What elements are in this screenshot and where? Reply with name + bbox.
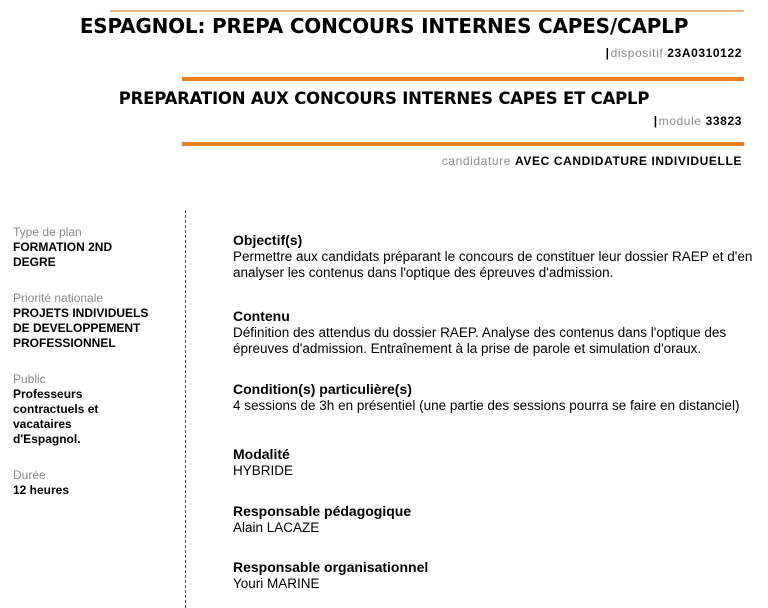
top-rule bbox=[110, 10, 744, 12]
sidebar-item-public bbox=[13, 372, 173, 447]
section-text: Alain LACAZE bbox=[233, 520, 320, 535]
sidebar-item-priorite bbox=[13, 291, 173, 351]
section-text: Youri MARINE bbox=[233, 576, 320, 591]
section-title: Responsable pédagogique bbox=[233, 503, 412, 519]
dispositif-label: dispositif bbox=[610, 46, 664, 60]
section-responsable-organisationnel bbox=[233, 559, 753, 592]
column-divider bbox=[185, 210, 186, 608]
module-label: module bbox=[658, 114, 702, 128]
sidebar-label: Durée bbox=[13, 468, 46, 482]
sidebar-value: FORMATION 2ND DEGRE bbox=[13, 240, 113, 269]
module-line bbox=[654, 114, 742, 128]
section-modalite bbox=[233, 446, 753, 479]
section-title: Condition(s) particulière(s) bbox=[233, 381, 412, 397]
section-text: Permettre aux candidats préparant le concours de constituer leur dossier RAEP et d'en analyser les contenus dans l'optique des épreuves d'admission. bbox=[233, 249, 753, 280]
module-value: 33823 bbox=[705, 114, 742, 128]
sidebar-label: Public bbox=[13, 372, 46, 386]
page-title: ESPAGNOL: PREPA CONCOURS INTERNES CAPES/CAPLP bbox=[79, 14, 689, 38]
section-responsable-pedagogique bbox=[233, 503, 753, 536]
sidebar-item-type-de-plan bbox=[13, 225, 173, 270]
candidature-line bbox=[442, 154, 742, 168]
dispositif-value: 23A0310122 bbox=[667, 46, 742, 60]
sidebar-value: PROJETS INDIVIDUELS DE DEVELOPPEMENT PROFESSIONNEL bbox=[13, 306, 149, 350]
section-text: HYBRIDE bbox=[233, 463, 294, 478]
section-title: Responsable organisationnel bbox=[233, 559, 429, 575]
candidature-value: AVEC CANDIDATURE INDIVIDUELLE bbox=[515, 154, 742, 168]
section-conditions bbox=[233, 381, 753, 414]
candidature-label: candidature bbox=[441, 154, 512, 168]
section-contenu bbox=[233, 308, 753, 357]
orange-rule-2 bbox=[182, 142, 744, 146]
module-title: PREPARATION AUX CONCOURS INTERNES CAPES ET CAPLP bbox=[118, 89, 650, 108]
section-text: Définition des attendus du dossier RAEP. Analyse des contenus dans l'optique des épreuves d'admission. Entraînement à la prise de parole et simulation d'oraux. bbox=[233, 325, 727, 356]
section-title: Contenu bbox=[233, 308, 290, 324]
sidebar bbox=[13, 225, 173, 498]
sidebar-label: Type de plan bbox=[13, 225, 82, 239]
section-objectifs bbox=[233, 232, 753, 281]
pipe-separator: | bbox=[605, 46, 610, 60]
section-title: Modalité bbox=[233, 446, 290, 462]
sidebar-value: 12 heures bbox=[13, 483, 70, 497]
sidebar-item-duree bbox=[13, 468, 173, 498]
dispositif-line bbox=[606, 46, 742, 60]
section-title: Objectif(s) bbox=[233, 232, 303, 248]
pipe-separator: | bbox=[653, 114, 658, 128]
sidebar-label: Priorité nationale bbox=[13, 291, 104, 305]
section-text: 4 sessions de 3h en présentiel (une partie des sessions pourra se faire en distanciel) bbox=[233, 398, 740, 413]
sidebar-value: Professeurs contractuels et vacataires d'Espagnol. bbox=[13, 387, 99, 446]
orange-rule-1 bbox=[182, 77, 744, 81]
